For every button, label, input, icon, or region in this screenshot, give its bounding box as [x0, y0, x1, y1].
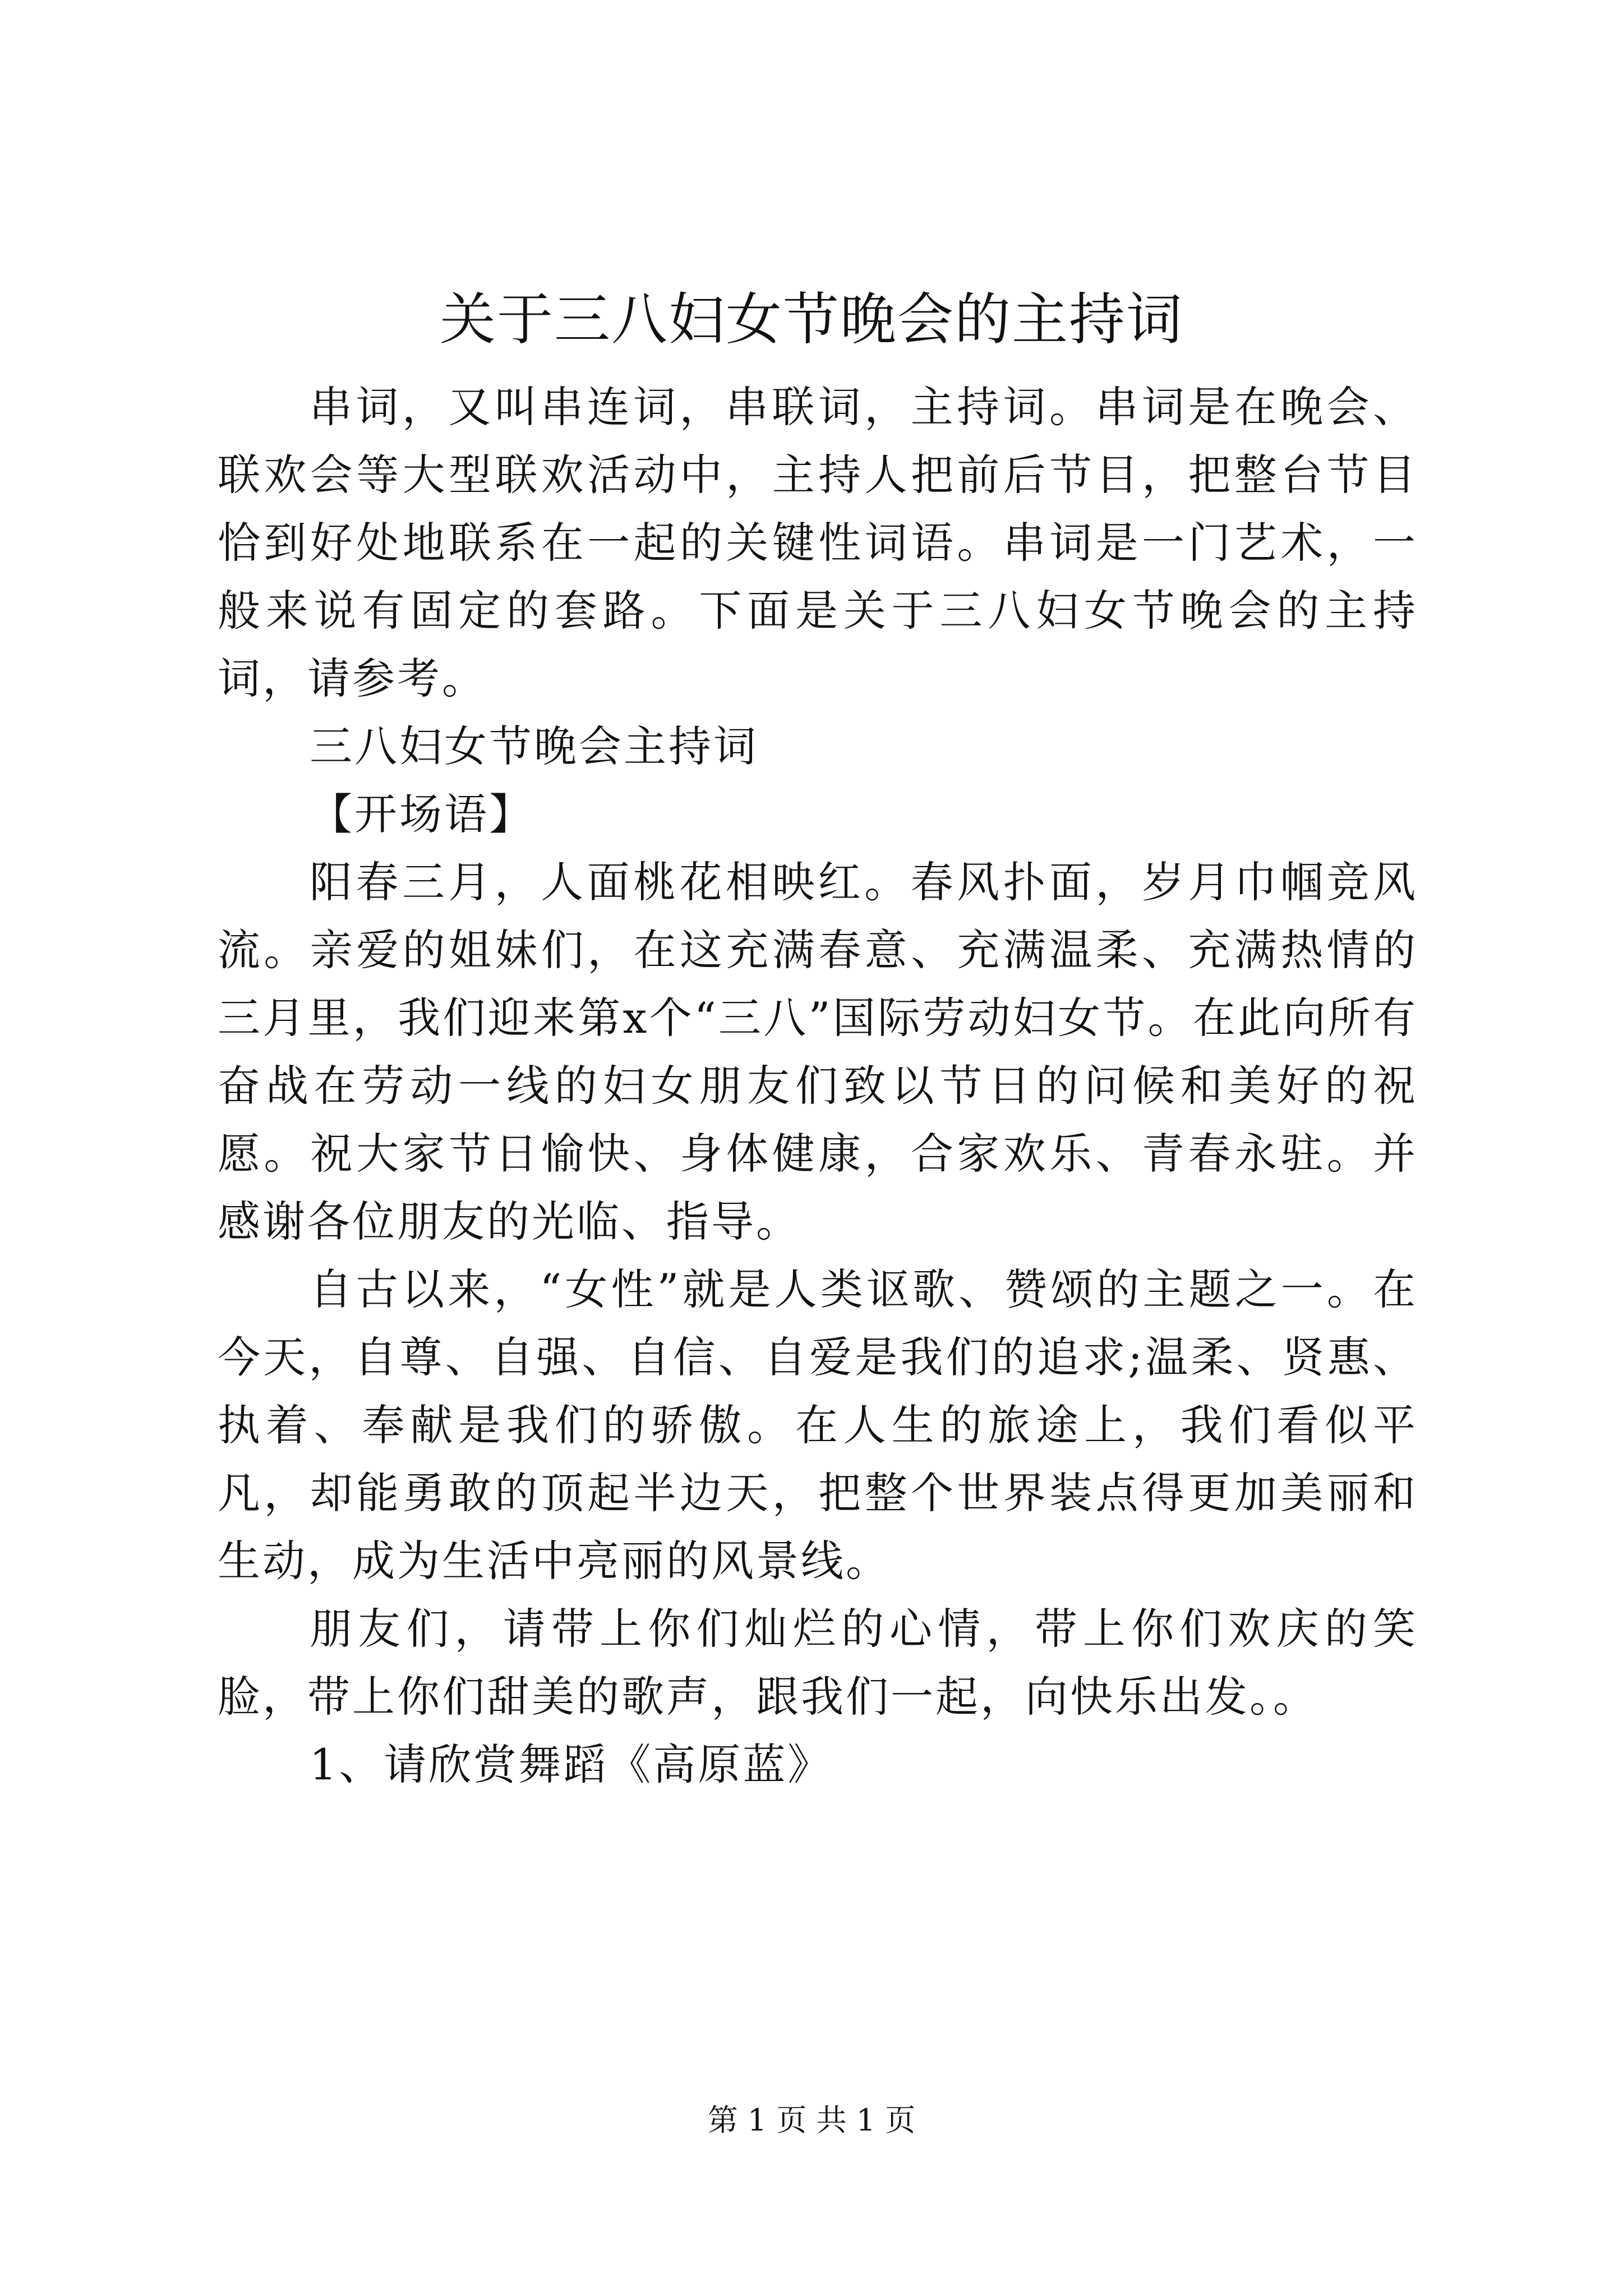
page-footer: 第 1 页 共 1 页 — [707, 2102, 916, 2138]
document-body — [218, 373, 1418, 1798]
paragraph-program-item: 1、请欣赏舞蹈《高原蓝》 — [310, 1740, 833, 1789]
paragraph-section-heading: 【开场语】 — [310, 789, 534, 839]
document-title: 关于三八妇女节晚会的主持词 — [440, 287, 1183, 352]
paragraph-subtitle: 三八妇女节晚会主持词 — [310, 721, 758, 771]
paragraph-intro: 串词，又叫串连词，串联词，主持词。串词是在晚会、联欢会等大型联欢活动中，主持人把前后节目，把整台节目恰到好处地联系在一起的关键性词语。串词是一门艺术，一般来说有固定的套路。下面是关于三八妇女节晚会的主持词，请参考。 — [218, 382, 1418, 703]
paragraph-women: 自古以来，“女性”就是人类讴歌、赞颂的主题之一。在今天，自尊、自强、自信、自爱是我们的追求;温柔、贤惠、执着、奉献是我们的骄傲。在人生的旅途上，我们看似平凡，却能勇敢的顶起半边天，把整个世界装点得更加美丽和生动，成为生活中亮丽的风景线。 — [218, 1264, 1418, 1586]
paragraph-friends: 朋友们，请带上你们灿烂的心情，带上你们欢庆的笑脸，带上你们甜美的歌声，跟我们一起，向快乐出发。。 — [218, 1604, 1418, 1722]
paragraph-opening: 阳春三月，人面桃花相映红。春风扑面，岁月巾帼竞风流。亲爱的姐妹们，在这充满春意、充满温柔、充满热情的三月里，我们迎来第x个“三八”国际劳动妇女节。在此向所有奋战在劳动一线的妇女朋友们致以节日的问候和美好的祝愿。祝大家节日愉快、身体健康，合家欢乐、青春永驻。并感谢各位朋友的光临、指导。 — [218, 857, 1418, 1246]
